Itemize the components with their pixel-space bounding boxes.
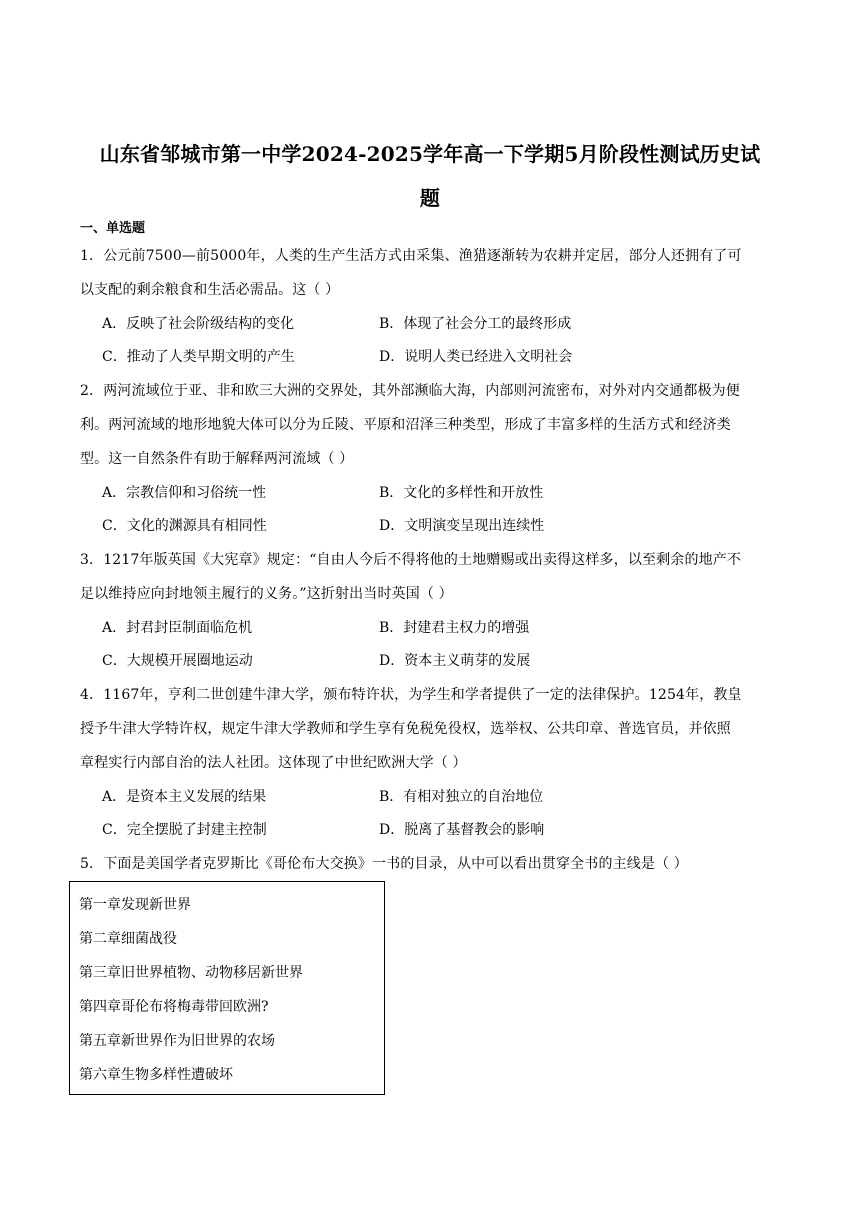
option-d[interactable]: D．脱离了基督教会的影响 [379, 822, 545, 838]
option-c[interactable]: C．完全摆脱了封建主控制 [102, 822, 267, 838]
option-c[interactable]: C．文化的渊源具有相同性 [102, 518, 267, 534]
document-title-line-2: 题 [419, 186, 441, 210]
toc-item: 第五章新世界作为旧世界的农场 [79, 1033, 275, 1049]
option-b[interactable]: B．文化的多样性和开放性 [379, 485, 544, 501]
option-b[interactable]: B．有相对独立的自治地位 [379, 789, 544, 805]
question-text-line: 授予牛津大学特许权，规定牛津大学教师和学生享有免税免役权，选举权、公共印章、普选官员，并依照 [80, 721, 731, 737]
option-b[interactable]: B．封建君主权力的增强 [379, 620, 530, 636]
toc-item: 第二章细菌战役 [79, 931, 177, 947]
toc-item: 第三章旧世界植物、动物移居新世界 [79, 965, 303, 981]
toc-item: 第四章哥伦布将梅毒带回欧洲? [79, 999, 269, 1015]
question-text-line: 2．两河流域位于亚、非和欧三大洲的交界处，其外部濒临大海，内部则河流密布，对外对内交通都极为便 [80, 383, 740, 399]
option-c[interactable]: C．大规模开展圈地运动 [102, 653, 253, 669]
question-text-line: 1．公元前7500—前5000年，人类的生产生活方式由采集、渔猎逐渐转为农耕并定居，部分人还拥有了可 [80, 248, 742, 264]
option-d[interactable]: D．说明人类已经进入文明社会 [379, 349, 573, 365]
option-b[interactable]: B．体现了社会分工的最终形成 [379, 316, 572, 332]
option-d[interactable]: D．资本主义萌芽的发展 [379, 653, 531, 669]
option-c[interactable]: C．推动了人类早期文明的产生 [102, 349, 295, 365]
question-text-line: 4．1167年，亨利二世创建牛津大学，颁布特许状，为学生和学者提供了一定的法律保护。1254年，教皇 [80, 687, 742, 703]
option-a[interactable]: A．宗教信仰和习俗统一性 [102, 485, 267, 501]
question-text-line: 足以维持应向封地领主履行的义务。”这折射出当时英国（ ） [80, 586, 453, 602]
document-title-line-1: 山东省邹城市第一中学2024-2025学年高一下学期5月阶段性测试历史试 [99, 142, 761, 166]
question-text-line: 章程实行内部自治的法人社团。这体现了中世纪欧洲大学（ ） [80, 755, 467, 771]
toc-item: 第一章发现新世界 [79, 897, 191, 913]
option-a[interactable]: A．是资本主义发展的结果 [102, 789, 267, 805]
option-a[interactable]: A．反映了社会阶级结构的变化 [102, 316, 295, 332]
question-text-line: 3．1217年版英国《大宪章》规定：“自由人今后不得将他的土地赠赐或出卖得这样多，以至剩余的地产不 [80, 552, 742, 568]
question-text-line: 利。两河流域的地形地貌大体可以分为丘陵、平原和沼泽三种类型，形成了丰富多样的生活方式和经济类 [80, 417, 731, 433]
option-a[interactable]: A．封君封臣制面临危机 [102, 620, 253, 636]
table-of-contents-box [69, 881, 385, 1095]
question-text-line: 5．下面是美国学者克罗斯比《哥伦布大交换》一书的目录，从中可以看出贯穿全书的主线是（ ） [80, 856, 688, 872]
question-text-line: 型。这一自然条件有助于解释两河流域（ ） [80, 451, 354, 467]
option-d[interactable]: D．文明演变呈现出连续性 [379, 518, 545, 534]
section-heading: 一、单选题 [80, 221, 146, 236]
question-text-line: 以支配的剩余粮食和生活必需品。这（ ） [80, 282, 340, 298]
toc-item: 第六章生物多样性遭破坏 [79, 1067, 233, 1083]
